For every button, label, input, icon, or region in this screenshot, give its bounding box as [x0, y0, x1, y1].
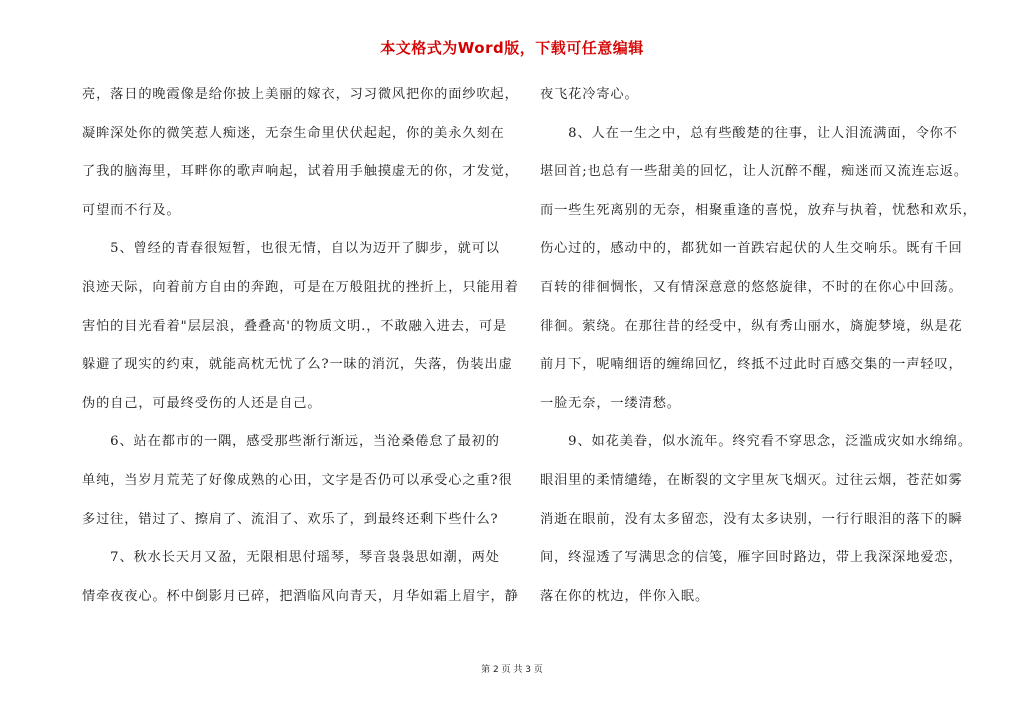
text-line: 眼泪里的柔情缱绻，在断裂的文字里灰飞烟灭。过往云烟，苍茫如雾: [540, 472, 963, 488]
text-line: 百转的徘徊惆怅，又有情深意意的悠悠旋律，不时的在你心中回荡。: [540, 279, 963, 295]
text-line: 堪回首;也总有一些甜美的回忆，让人沉醉不醒，痴迷而又流连忘返。: [540, 164, 968, 180]
text-line: 夜飞花冷寄心。: [540, 87, 639, 102]
text-line: 徘徊。萦绕。在那往昔的经受中，纵有秀山丽水，旖旎梦境，纵是花: [540, 318, 963, 334]
text-line: 躲避了现实的约束，就能高枕无忧了么?一昧的消沉，失落，伪装出虚: [82, 357, 513, 373]
right-text-column: [540, 80, 977, 620]
text-line: 可望而不行及。: [82, 202, 181, 218]
text-line: 消逝在眼前，没有太多留恋，没有太多诀别，一行行眼泪的落下的瞬: [540, 511, 963, 527]
document-header: 本文格式为Word版，下载可任意编辑: [380, 39, 644, 57]
text-line: 8、人在一生之中，总有些酸楚的往事，让人泪流满面，令你不: [540, 125, 958, 141]
text-line: 而一些生死离别的无奈，相聚重逢的喜悦，放弃与执着，忧愁和欢乐，: [540, 202, 977, 218]
text-line: 落在你的枕边，伴你入眠。: [540, 588, 710, 604]
text-line: 凝眸深处你的微笑惹人痴迷，无奈生命里伏伏起起，你的美永久刻在: [82, 125, 505, 141]
text-line: 6、站在都市的一隅，感受那些渐行渐远，当沧桑倦怠了最初的: [82, 434, 500, 450]
text-line: 5、曾经的青春很短暂，也很无情，自以为迈开了脚步，就可以: [82, 241, 500, 257]
text-line: 一脸无奈，一缕清愁。: [540, 395, 681, 411]
text-line: 7、秋水长天月又盈，无限相思付瑶琴，琴音袅袅思如潮，两处: [82, 550, 500, 566]
left-text-column: [82, 80, 519, 620]
text-line: 伪的自己，可最终受伤的人还是自己。: [82, 395, 322, 411]
text-line: 前月下，呢喃细语的缠绵回忆，终抵不过此时百感交集的一声轻叹，: [540, 357, 963, 373]
text-line: 伤心过的，感动中的，都犹如一首跌宕起伏的人生交响乐。既有千回: [540, 241, 963, 257]
text-line: 情牵夜夜心。杯中倒影月已碎，把酒临风向青天，月华如霜上眉宇，静: [82, 588, 519, 604]
text-line: 多过往，错过了、擦肩了、流泪了、欢乐了，到最终还剩下些什么?: [82, 511, 499, 527]
text-line: 浪迹天际，向着前方自由的奔跑，可是在万般阻扰的挫折上，只能用着: [82, 279, 519, 295]
text-line: 害怕的目光看着"层层浪，叠叠高'的物质文明.，不敢融入进去，可是: [82, 318, 508, 334]
text-line: 了我的脑海里，耳畔你的歌声响起，试着用手触摸虚无的你，才发觉，: [82, 164, 519, 180]
text-line: 9、如花美眷，似水流年。终究看不穿思念，泛滥成灾如水绵绵。: [540, 434, 972, 450]
text-line: 间，终湿透了写满思念的信笺，雁字回时路边，带上我深深地爱恋，: [540, 550, 963, 566]
text-line: 亮，落日的晚霞像是给你披上美丽的嫁衣，习习微风把你的面纱吹起，: [82, 87, 519, 102]
page-number-footer: 第 2 页 共 3 页: [481, 665, 543, 675]
text-line: 单纯，当岁月荒芜了好像成熟的心田，文字是否仍可以承受心之重?很: [82, 472, 513, 488]
